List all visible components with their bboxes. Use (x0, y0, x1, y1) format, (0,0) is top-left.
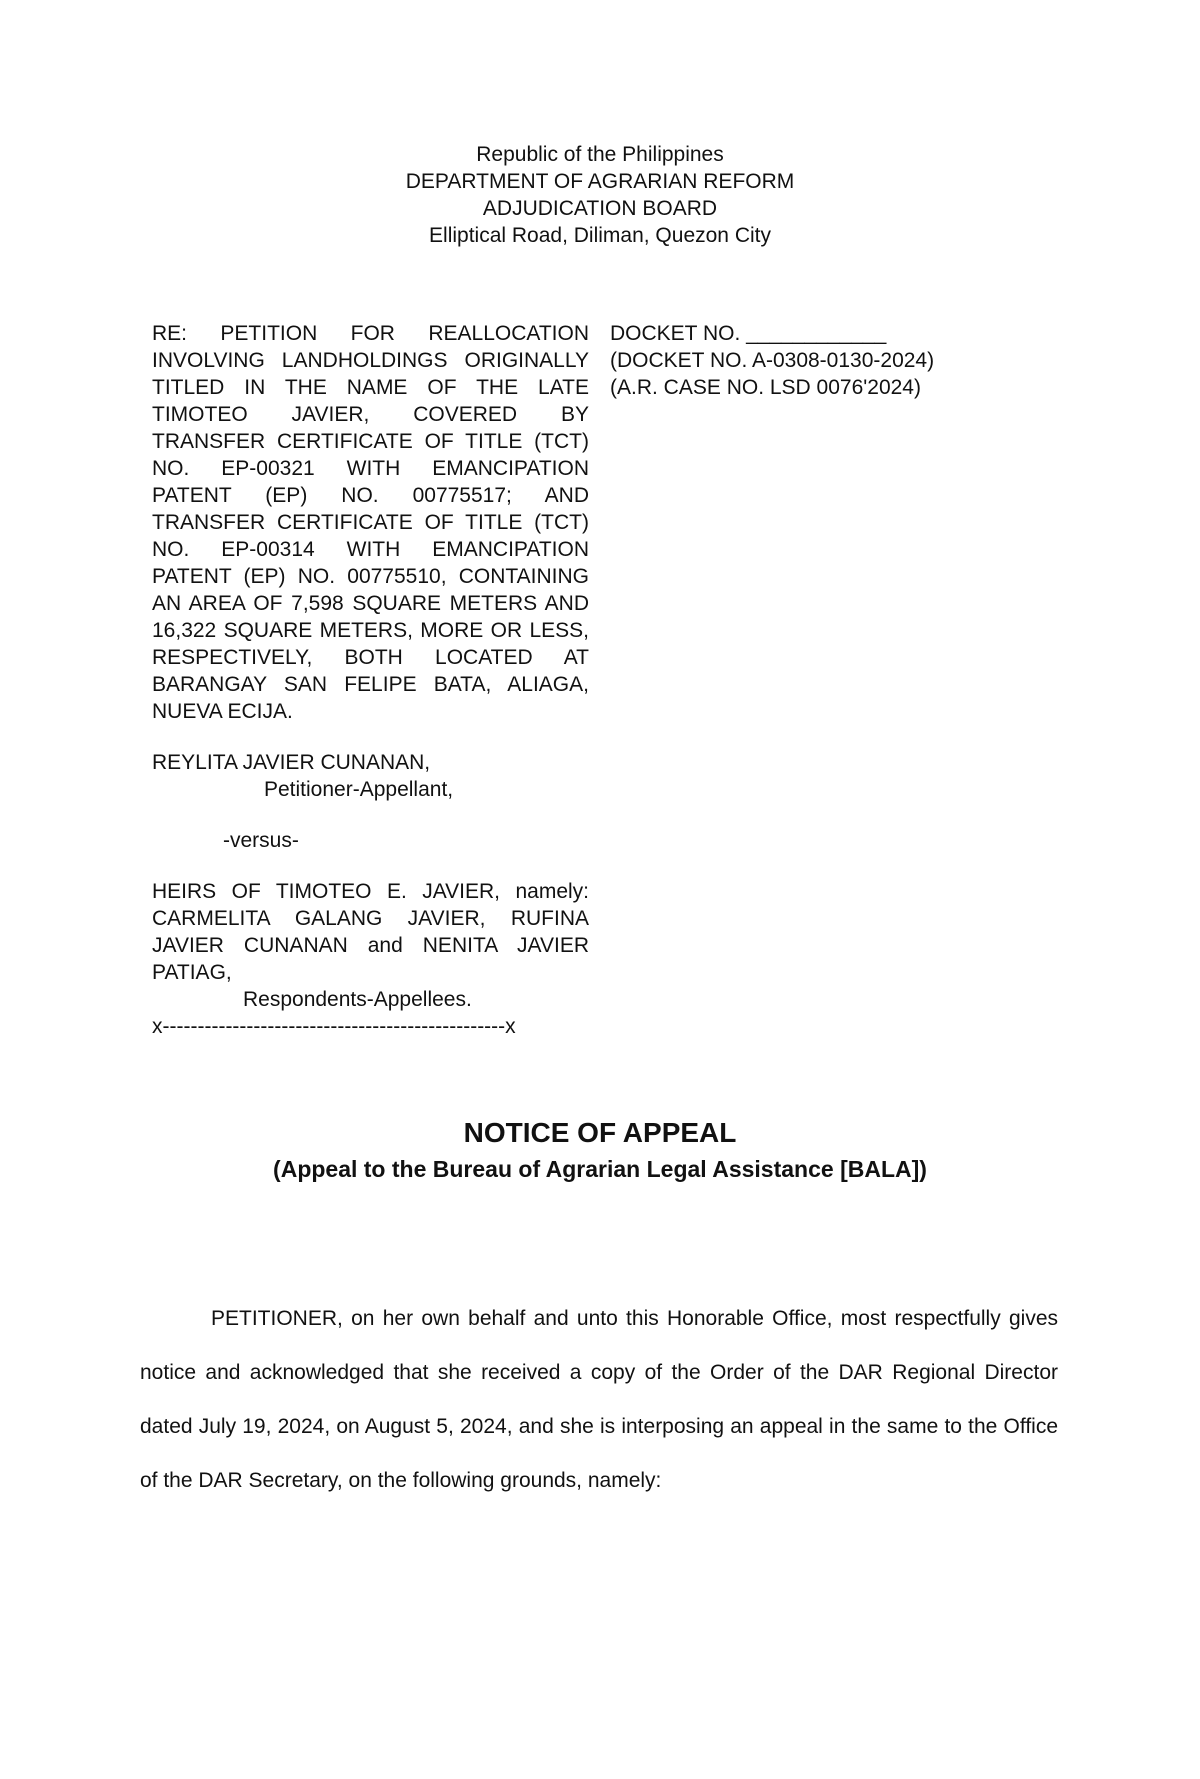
petitioner-block (152, 749, 589, 803)
petitioner-role: Petitioner-Appellant, (264, 778, 454, 801)
letterhead-board: ADJUDICATION BOARD (482, 197, 718, 220)
respondents-role: Respondents-Appellees. (243, 988, 472, 1011)
docket-number: DOCKET NO. ____________ (610, 322, 887, 345)
docket-number-prior: (DOCKET NO. A-0308-0130-2024) (610, 349, 935, 372)
letterhead-department: DEPARTMENT OF AGRARIAN REFORM (405, 170, 795, 193)
versus-label: -versus- (223, 829, 299, 852)
docket-info (610, 320, 1010, 401)
letterhead-country: Republic of the Philippines (476, 143, 724, 166)
body-paragraph: PETITIONER, on her own behalf and unto this Honorable Office, most respectfully gives notice and acknowledged that she received a copy of the Order of the DAR Regional Director dated July 19, 2024, on August 5, 2024, and she is interposing an appeal in the same to the Office of the DAR Secretary, on the following grounds, namely: (140, 1307, 1058, 1492)
case-caption (152, 320, 589, 1040)
document-subtitle: (Appeal to the Bureau of Agrarian Legal Assistance [BALA]) (273, 1156, 927, 1182)
ar-case-number: (A.R. CASE NO. LSD 0076'2024) (610, 376, 921, 399)
respondents-names: HEIRS OF TIMOTEO E. JAVIER, namely: CARMELITA GALANG JAVIER, RUFINA JAVIER CUNANAN and NENITA JAVIER PATIAG, (152, 880, 589, 984)
letterhead (0, 141, 1200, 249)
case-subject: RE: PETITION FOR REALLOCATION INVOLVING LANDHOLDINGS ORIGINALLY TITLED IN THE NAME OF THE LATE TIMOTEO JAVIER, COVERED BY TRANSFER CERTIFICATE OF TITLE (TCT) NO. EP-00321 WITH EMANCIPATION PATENT (EP) NO. 00775517; AND TRANSFER CERTIFICATE OF TITLE (TCT) NO. EP-00314 WITH EMANCIPATION PATENT (EP) NO. 00775510, CONTAINING AN AREA OF 7,598 SQUARE METERS AND 16,322 SQUARE METERS, MORE OR LESS, RESPECTIVELY, BOTH LOCATED AT BARANGAY SAN FELIPE BATA, ALIAGA, NUEVA ECIJA. (152, 322, 589, 723)
petitioner-name: REYLITA JAVIER CUNANAN, (152, 751, 431, 774)
document-title: NOTICE OF APPEAL (463, 1117, 737, 1148)
caption-divider: x-------------------------------------------------x (152, 1015, 516, 1038)
letterhead-address: Elliptical Road, Diliman, Quezon City (429, 224, 771, 247)
